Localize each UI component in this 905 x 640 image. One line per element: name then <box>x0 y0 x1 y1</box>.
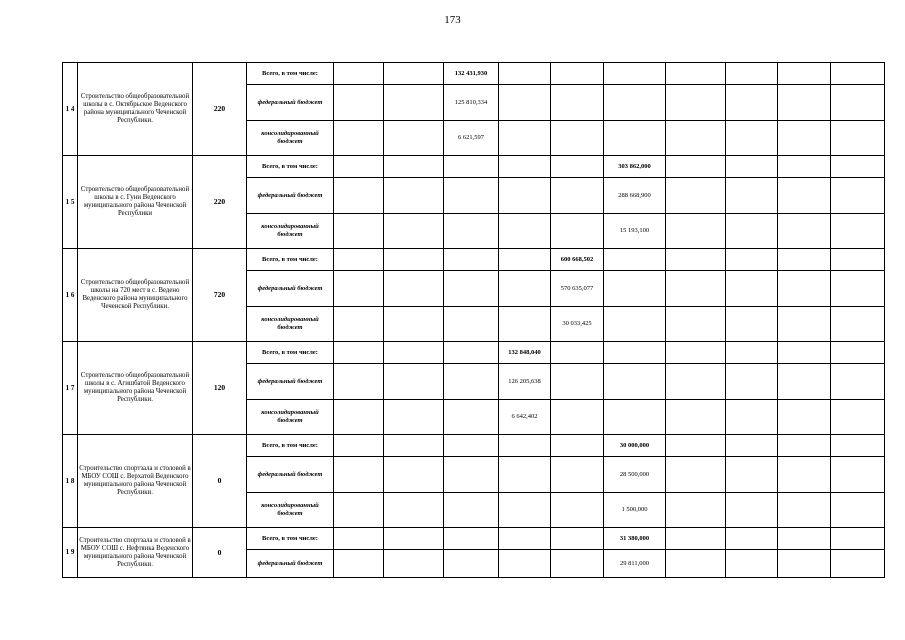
amount-cell: 288 668,900 <box>604 178 666 214</box>
amount-cell: 132 431,930 <box>444 63 499 85</box>
budget-type-label: консолидированный бюджет <box>247 400 334 435</box>
amount-cell: 6 621,597 <box>444 121 499 156</box>
table-row <box>63 156 885 178</box>
budget-type-label: консолидированный бюджет <box>247 307 334 342</box>
amount-cell <box>499 550 551 578</box>
amount-cell <box>666 364 726 400</box>
amount-cell <box>778 364 831 400</box>
amount-cell <box>444 342 499 364</box>
amount-cell <box>334 342 384 364</box>
amount-cell <box>604 307 666 342</box>
amount-cell <box>334 156 384 178</box>
amount-cell <box>334 493 384 528</box>
amount-cell: 31 380,000 <box>604 528 666 550</box>
page-number: 173 <box>444 14 461 26</box>
table-row <box>63 249 885 271</box>
amount-cell <box>444 156 499 178</box>
amount-cell <box>444 364 499 400</box>
amount-cell <box>726 457 778 493</box>
amount-cell <box>831 400 885 435</box>
amount-cell <box>831 342 885 364</box>
amount-cell <box>384 342 444 364</box>
amount-cell <box>384 364 444 400</box>
project-name: Строительство спортзала и столовой в МБОУ СОШ с. Нефтянка Веденского муниципального района Чеченской Республики. <box>78 528 193 578</box>
amount-cell <box>726 121 778 156</box>
budget-type-label: консолидированный бюджет <box>247 493 334 528</box>
project-number: 1 4 <box>63 63 78 156</box>
amount-cell: 15 193,100 <box>604 214 666 249</box>
amount-cell <box>726 63 778 85</box>
amount-cell <box>726 342 778 364</box>
amount-cell <box>384 85 444 121</box>
funding-table-body <box>63 63 885 578</box>
amount-cell <box>334 249 384 271</box>
amount-cell <box>831 271 885 307</box>
amount-cell <box>604 63 666 85</box>
project-name: Строительство общеобразовательной школы в с. Гуни Веденского муниципального района Чеченской Республики <box>78 156 193 249</box>
amount-cell <box>778 271 831 307</box>
amount-cell <box>666 271 726 307</box>
table-row <box>63 435 885 457</box>
amount-cell <box>551 178 604 214</box>
amount-cell <box>666 493 726 528</box>
amount-cell <box>334 364 384 400</box>
amount-cell <box>831 493 885 528</box>
amount-cell <box>444 400 499 435</box>
budget-type-label: Всего, в том числе: <box>247 342 334 364</box>
amount-cell <box>334 550 384 578</box>
amount-cell <box>778 342 831 364</box>
amount-cell <box>551 457 604 493</box>
amount-cell: 126 205,638 <box>499 364 551 400</box>
amount-cell <box>499 178 551 214</box>
amount-cell <box>666 214 726 249</box>
amount-cell <box>499 85 551 121</box>
amount-cell <box>334 271 384 307</box>
amount-cell <box>778 85 831 121</box>
amount-cell <box>499 271 551 307</box>
amount-cell <box>666 307 726 342</box>
budget-type-label: федеральный бюджет <box>247 85 334 121</box>
amount-cell <box>384 457 444 493</box>
budget-type-label: консолидированный бюджет <box>247 121 334 156</box>
amount-cell <box>551 493 604 528</box>
project-number: 1 5 <box>63 156 78 249</box>
budget-type-label: федеральный бюджет <box>247 550 334 578</box>
amount-cell <box>726 528 778 550</box>
amount-cell <box>334 214 384 249</box>
amount-cell: 132 848,040 <box>499 342 551 364</box>
budget-type-label: федеральный бюджет <box>247 457 334 493</box>
amount-cell <box>334 63 384 85</box>
amount-cell <box>384 493 444 528</box>
amount-cell <box>666 400 726 435</box>
amount-cell <box>666 85 726 121</box>
amount-cell <box>726 307 778 342</box>
amount-cell: 570 635,077 <box>551 271 604 307</box>
amount-cell <box>384 400 444 435</box>
amount-cell <box>499 63 551 85</box>
budget-type-label: федеральный бюджет <box>247 178 334 214</box>
amount-cell <box>726 400 778 435</box>
table-row <box>63 342 885 364</box>
amount-cell <box>499 528 551 550</box>
amount-cell <box>666 121 726 156</box>
amount-cell <box>726 493 778 528</box>
amount-cell <box>444 249 499 271</box>
amount-cell <box>334 85 384 121</box>
project-number: 1 8 <box>63 435 78 528</box>
amount-cell <box>444 435 499 457</box>
amount-cell <box>499 457 551 493</box>
amount-cell <box>384 156 444 178</box>
project-capacity: 0 <box>193 528 247 578</box>
project-capacity: 220 <box>193 156 247 249</box>
amount-cell <box>444 528 499 550</box>
table-row <box>63 528 885 550</box>
amount-cell <box>334 528 384 550</box>
amount-cell <box>831 307 885 342</box>
amount-cell <box>726 156 778 178</box>
amount-cell <box>726 364 778 400</box>
amount-cell <box>499 156 551 178</box>
amount-cell <box>666 178 726 214</box>
amount-cell <box>831 85 885 121</box>
budget-type-label: Всего, в том числе: <box>247 528 334 550</box>
amount-cell <box>831 364 885 400</box>
amount-cell <box>666 528 726 550</box>
project-capacity: 720 <box>193 249 247 342</box>
amount-cell <box>604 121 666 156</box>
amount-cell <box>726 85 778 121</box>
amount-cell <box>666 63 726 85</box>
amount-cell <box>831 550 885 578</box>
funding-table <box>62 62 885 578</box>
amount-cell <box>778 457 831 493</box>
amount-cell <box>778 400 831 435</box>
amount-cell <box>666 342 726 364</box>
amount-cell <box>666 156 726 178</box>
project-name: Строительство спортзала и столовой в МБОУ СОШ с. Верхатой Веденского муниципального района Чеченской Республики. <box>78 435 193 528</box>
amount-cell <box>551 342 604 364</box>
amount-cell <box>726 249 778 271</box>
project-name: Строительство общеобразовательной школы в с. Агишбатой Веденского муниципального района Чеченской Республики. <box>78 342 193 435</box>
amount-cell <box>778 121 831 156</box>
amount-cell: 6 642,402 <box>499 400 551 435</box>
amount-cell <box>831 457 885 493</box>
amount-cell <box>831 435 885 457</box>
amount-cell <box>551 156 604 178</box>
amount-cell <box>551 364 604 400</box>
amount-cell <box>551 435 604 457</box>
amount-cell <box>384 249 444 271</box>
amount-cell <box>778 214 831 249</box>
amount-cell <box>384 528 444 550</box>
amount-cell <box>604 400 666 435</box>
amount-cell <box>334 121 384 156</box>
amount-cell <box>499 435 551 457</box>
amount-cell <box>778 307 831 342</box>
project-capacity: 0 <box>193 435 247 528</box>
amount-cell <box>778 493 831 528</box>
budget-type-label: Всего, в том числе: <box>247 63 334 85</box>
amount-cell <box>444 493 499 528</box>
amount-cell <box>334 400 384 435</box>
amount-cell <box>726 214 778 249</box>
project-capacity: 220 <box>193 63 247 156</box>
amount-cell <box>384 550 444 578</box>
amount-cell <box>726 435 778 457</box>
amount-cell <box>604 364 666 400</box>
amount-cell <box>778 435 831 457</box>
amount-cell <box>444 271 499 307</box>
amount-cell: 29 811,000 <box>604 550 666 578</box>
amount-cell: 30 000,000 <box>604 435 666 457</box>
amount-cell: 125 810,334 <box>444 85 499 121</box>
amount-cell: 28 500,000 <box>604 457 666 493</box>
amount-cell <box>831 528 885 550</box>
amount-cell <box>778 249 831 271</box>
amount-cell <box>551 63 604 85</box>
budget-type-label: Всего, в том числе: <box>247 435 334 457</box>
amount-cell <box>604 249 666 271</box>
amount-cell <box>831 214 885 249</box>
amount-cell <box>831 249 885 271</box>
project-number: 1 6 <box>63 249 78 342</box>
amount-cell <box>499 214 551 249</box>
project-capacity: 120 <box>193 342 247 435</box>
amount-cell <box>551 400 604 435</box>
amount-cell <box>384 214 444 249</box>
amount-cell <box>551 85 604 121</box>
amount-cell <box>604 271 666 307</box>
amount-cell <box>444 457 499 493</box>
amount-cell <box>551 550 604 578</box>
amount-cell <box>666 550 726 578</box>
amount-cell <box>334 178 384 214</box>
budget-type-label: федеральный бюджет <box>247 364 334 400</box>
amount-cell <box>778 178 831 214</box>
amount-cell <box>499 121 551 156</box>
amount-cell <box>384 63 444 85</box>
amount-cell <box>334 435 384 457</box>
budget-type-label: федеральный бюджет <box>247 271 334 307</box>
amount-cell: 30 033,425 <box>551 307 604 342</box>
amount-cell <box>604 85 666 121</box>
amount-cell <box>384 178 444 214</box>
amount-cell <box>726 271 778 307</box>
project-name: Строительство общеобразовательной школы в с. Октябрьское Веденского района муниципального Чеченской Республики. <box>78 63 193 156</box>
amount-cell <box>666 435 726 457</box>
amount-cell <box>499 307 551 342</box>
amount-cell <box>444 307 499 342</box>
amount-cell <box>551 528 604 550</box>
amount-cell <box>831 63 885 85</box>
amount-cell <box>334 307 384 342</box>
amount-cell <box>604 342 666 364</box>
amount-cell <box>831 178 885 214</box>
amount-cell <box>726 178 778 214</box>
amount-cell <box>384 271 444 307</box>
amount-cell <box>384 307 444 342</box>
amount-cell <box>444 550 499 578</box>
amount-cell <box>778 63 831 85</box>
project-number: 1 9 <box>63 528 78 578</box>
amount-cell <box>334 457 384 493</box>
budget-type-label: Всего, в том числе: <box>247 156 334 178</box>
amount-cell: 1 500,000 <box>604 493 666 528</box>
amount-cell <box>831 121 885 156</box>
amount-cell <box>499 249 551 271</box>
table-row <box>63 63 885 85</box>
amount-cell <box>831 156 885 178</box>
amount-cell <box>666 457 726 493</box>
amount-cell <box>384 435 444 457</box>
amount-cell <box>444 214 499 249</box>
amount-cell <box>499 493 551 528</box>
amount-cell <box>666 249 726 271</box>
amount-cell <box>444 178 499 214</box>
amount-cell <box>726 550 778 578</box>
project-name: Строительство общеобразовательной школы на 720 мест в с. Ведено Веденского района муниципального Чеченской Республики. <box>78 249 193 342</box>
amount-cell <box>384 121 444 156</box>
amount-cell <box>778 528 831 550</box>
amount-cell <box>551 214 604 249</box>
amount-cell <box>778 156 831 178</box>
amount-cell <box>551 121 604 156</box>
project-number: 1 7 <box>63 342 78 435</box>
amount-cell: 600 668,502 <box>551 249 604 271</box>
budget-type-label: Всего, в том числе: <box>247 249 334 271</box>
amount-cell: 303 862,000 <box>604 156 666 178</box>
amount-cell <box>778 550 831 578</box>
budget-type-label: консолидированный бюджет <box>247 214 334 249</box>
